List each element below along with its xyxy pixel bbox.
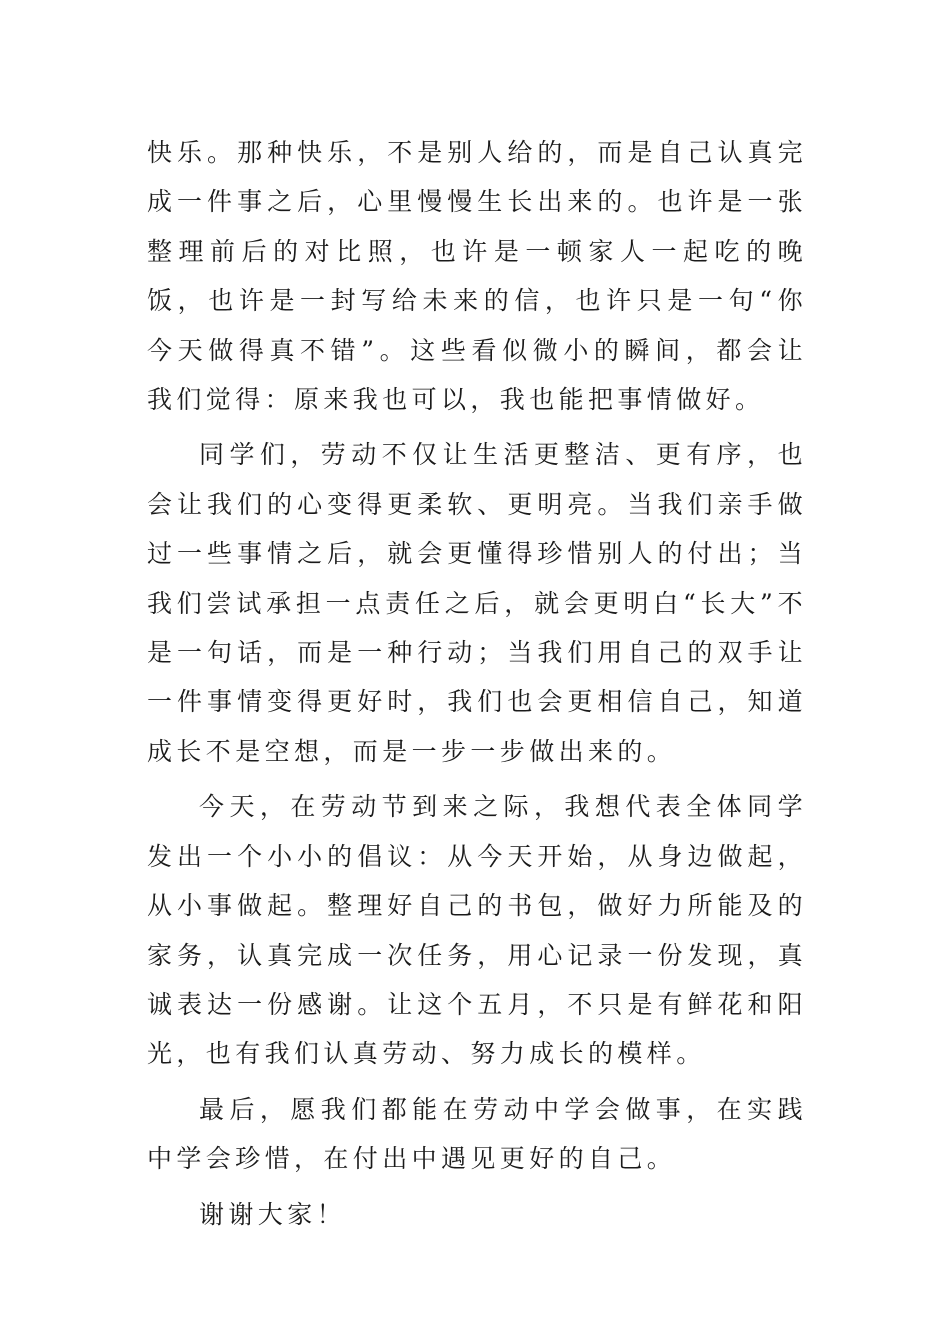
- paragraph-thanks: 谢谢大家！: [199, 1199, 347, 1229]
- paragraph-continuation: 快乐。那种快乐，不是别人给的，而是自己认真完成一件事之后，心里慢慢生长出来的。也许是一张整理前后的对比照，也许是一顿家人一起吃的晚饭，也许是一封写给未来的信，也许只是一句“你今天做得真不错”。这些看似微小的瞬间，都会让我们觉得：原来我也可以，我也能把事情做好。: [147, 138, 807, 415]
- paragraph-closing-wish: 最后，愿我们都能在劳动中学会做事，在实践中学会珍惜，在付出中遇见更好的自己。: [147, 1094, 807, 1174]
- paragraph-proposal: 今天，在劳动节到来之际，我想代表全体同学发出一个小小的倡议：从今天开始，从身边做起，从小事做起。整理好自己的书包，做好力所能及的家务，认真完成一次任务，用心记录一份发现，真诚表达一份感谢。让这个五月，不只是有鲜花和阳光，也有我们认真劳动、努力成长的模样。: [147, 792, 807, 1069]
- paragraph-labor-value: 同学们，劳动不仅让生活更整洁、更有序，也会让我们的心变得更柔软、更明亮。当我们亲手做过一些事情之后，就会更懂得珍惜别人的付出；当我们尝试承担一点责任之后，就会更明白“长大”不是一句话，而是一种行动；当我们用自己的双手让一件事情变得更好时，我们也会更相信自己，知道成长不是空想，而是一步一步做出来的。: [147, 440, 807, 766]
- speech-body: [147, 128, 807, 1245]
